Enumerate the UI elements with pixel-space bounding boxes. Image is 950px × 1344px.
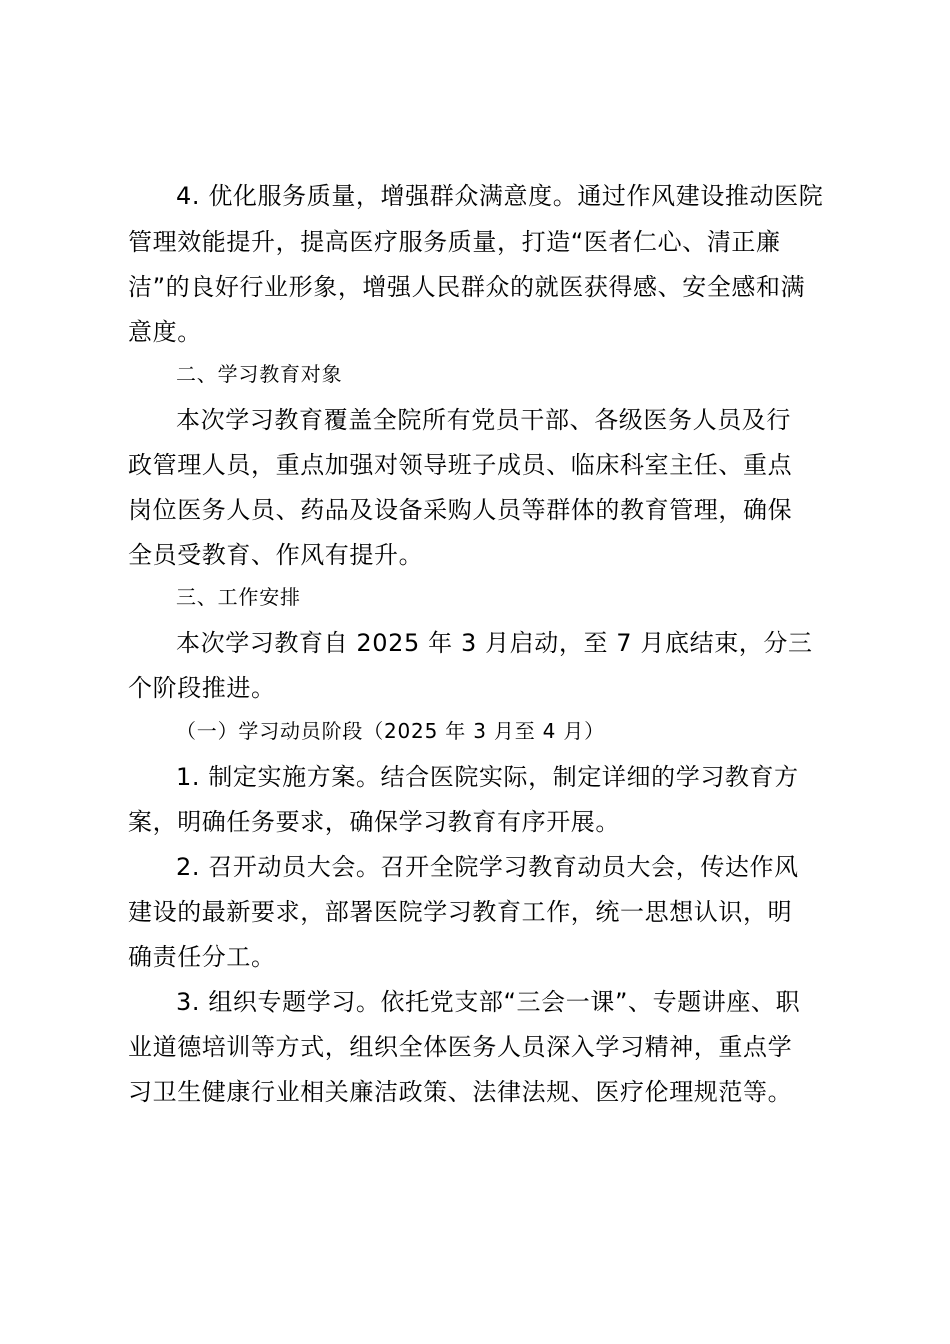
paragraph-item-2-line-3: 确责任分工。	[128, 943, 276, 971]
paragraph-item-2-line-2: 建设的最新要求，部署医院学习教育工作，统一思想认识，明	[128, 898, 793, 926]
paragraph-item-3-line-2: 业道德培训等方式，组织全体医务人员深入学习精神，重点学	[128, 1033, 793, 1061]
paragraph-item-4-line-4: 意度。	[128, 318, 202, 346]
paragraph-objects-line-1: 本次学习教育覆盖全院所有党员干部、各级医务人员及行	[176, 406, 791, 434]
paragraph-item-4-line-2: 管理效能提升，提高医疗服务质量，打造“医者仁心、清正廉	[128, 228, 781, 256]
paragraph-item-3-line-3: 习卫生健康行业相关廉洁政策、法律法规、医疗伦理规范等。	[128, 1078, 793, 1106]
paragraph-item-1-line-2: 案，明确任务要求，确保学习教育有序开展。	[128, 808, 620, 836]
section-heading-3: 三、工作安排	[176, 585, 301, 609]
paragraph-objects-line-4: 全员受教育、作风有提升。	[128, 541, 424, 569]
paragraph-item-2-line-1: 2. 召开动员大会。召开全院学习教育动员大会，传达作风	[176, 853, 799, 881]
paragraph-objects-line-3: 岗位医务人员、药品及设备采购人员等群体的教育管理，确保	[128, 496, 793, 524]
subheading-phase-1: （一）学习动员阶段（2025 年 3 月至 4 月）	[176, 719, 605, 743]
paragraph-item-4-line-3: 洁”的良好行业形象，增强人民群众的就医获得感、安全感和满	[128, 273, 806, 301]
paragraph-item-4-line-1: 4. 优化服务质量，增强群众满意度。通过作风建设推动医院	[176, 182, 824, 210]
paragraph-schedule-line-2: 个阶段推进。	[128, 674, 276, 702]
paragraph-objects-line-2: 政管理人员，重点加强对领导班子成员、临床科室主任、重点	[128, 451, 793, 479]
paragraph-item-1-line-1: 1. 制定实施方案。结合医院实际，制定详细的学习教育方	[176, 763, 799, 791]
paragraph-schedule-line-1: 本次学习教育自 2025 年 3 月启动，至 7 月底结束，分三	[176, 629, 813, 657]
paragraph-item-3-line-1: 3. 组织专题学习。依托党支部“三会一课”、专题讲座、职	[176, 988, 801, 1016]
section-heading-2: 二、学习教育对象	[176, 362, 343, 386]
